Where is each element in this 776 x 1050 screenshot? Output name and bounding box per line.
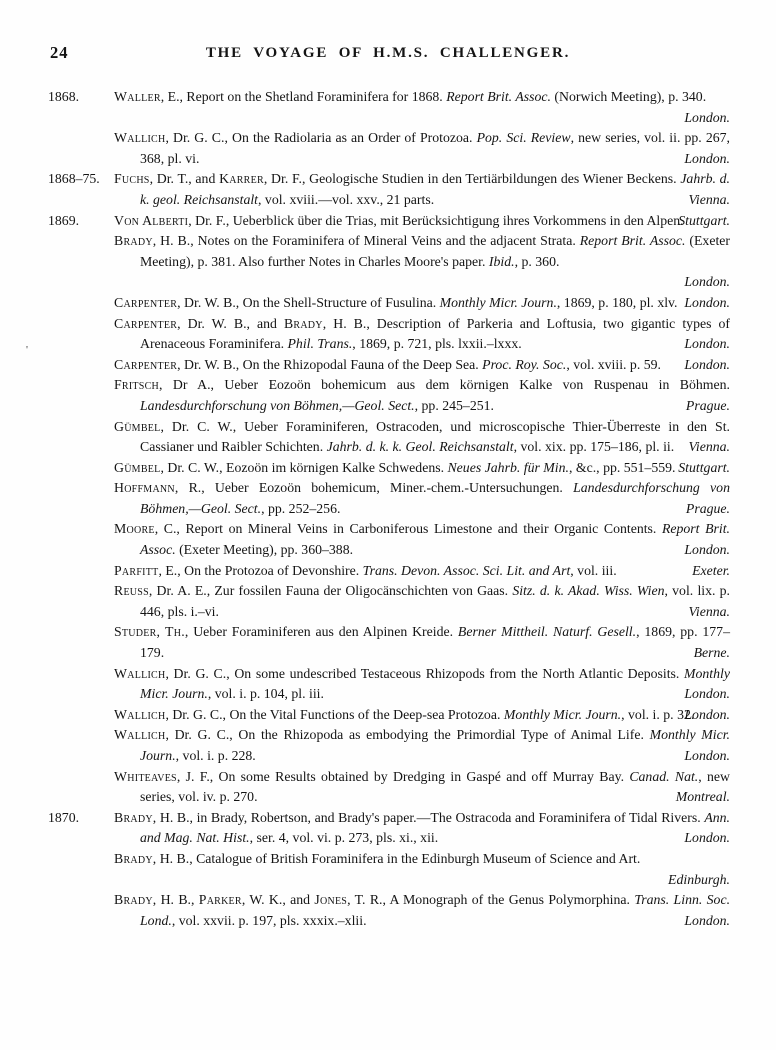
entry-text-segment: , E., Report on the Shetland Foraminifera for 1868. [160, 89, 447, 104]
entry-text-segment: Carpenter [114, 315, 178, 331]
entry-text-segment: Wallich [114, 727, 166, 743]
place-of-publication: Exeter. [692, 562, 730, 578]
year-label: 1870. [48, 809, 80, 825]
bibliography-entry [114, 725, 730, 766]
entry-text-segment: , Dr. F., Ueberblick über die Trias, mit Berücksichtigung ihres Vorkommens in den Alpen. [188, 212, 684, 228]
entry-text-segment: Reuss [114, 583, 149, 599]
bibliography-entry [114, 478, 730, 519]
entry-text [114, 314, 730, 355]
entry-text-segment: Fuchs [114, 171, 150, 187]
entry-text [114, 849, 730, 890]
entry-text-segment: , H. B., [152, 892, 199, 908]
entry-text-segment: , Dr. G. C., On the Vital Functions of the Deep-sea Protozoa. [165, 706, 504, 722]
bibliography-entry [48, 87, 730, 128]
entry-text-segment: Landesdurchforschung von Böhmen,—Geol. Sect. [140, 397, 415, 413]
entry-text-segment: , pp. 245–251. [414, 397, 494, 413]
place-of-publication: London. [684, 274, 730, 290]
entry-text [114, 128, 730, 169]
entry-text-segment: , vol. xix. pp. 175–186, pl. ii. [513, 439, 675, 455]
place-of-publication: Vienna. [688, 439, 730, 455]
year-label: 1869. [48, 212, 80, 228]
entry-text-segment: Brady [283, 315, 323, 331]
entry-text-segment: , H. B., Catalogue of British Foraminifera in the Edinburgh Museum of Science and Art. [152, 850, 641, 866]
place-of-publication: London. [684, 294, 730, 310]
entry-text-segment: , vol. i. p. 228. [175, 748, 256, 763]
entry-text-segment: Waller [114, 89, 161, 104]
place-of-publication: Prague. [685, 500, 730, 516]
entry-text [114, 664, 730, 705]
entry-text-segment: , new series, vol. iv. p. 270. [140, 768, 731, 805]
bibliography-entry [114, 128, 730, 169]
bibliography-entry [114, 293, 730, 314]
entry-text [114, 767, 730, 808]
bibliography-entry [114, 375, 730, 416]
bibliography-entry [114, 849, 730, 890]
entry-text-segment: , vol. iii. [570, 562, 617, 578]
entry-text-segment: , Dr. W. B., and [177, 315, 284, 331]
bibliography-entry [48, 808, 730, 849]
entry-text-segment: , ser. 4, vol. vi. p. 273, pls. xi., xii. [249, 830, 439, 846]
bibliography-entry [114, 705, 730, 726]
entry-text-segment: , Dr. W. B., On the Shell-Structure of Fusulina. [177, 294, 440, 310]
entry-text-segment: Brady [114, 892, 153, 908]
place-of-publication: London. [684, 912, 730, 928]
entry-text-segment: Jahrb. d. k. geol. Reichsanstalt [140, 171, 730, 207]
entry-text-segment: , vol. i. p. 32. [621, 706, 695, 722]
place-of-publication: London. [684, 109, 730, 125]
year-label: 1868. [48, 89, 80, 104]
entry-text [114, 808, 730, 849]
entry-text-segment: Trans. Devon. Assoc. Sci. Lit. and Art [362, 562, 571, 578]
entry-text [114, 169, 730, 210]
place-of-publication: London. [684, 748, 730, 763]
place-of-publication: London. [684, 686, 730, 702]
entry-text-segment: Carpenter [114, 356, 178, 372]
entry-text-segment: Monthly Micr. Journ. [140, 665, 730, 702]
entry-text-segment: , &c., pp. 551–559. [568, 459, 676, 475]
bibliography-entry [114, 417, 730, 458]
entry-text-segment: , pp. 252–256. [261, 500, 341, 516]
entry-text-segment: , new series, vol. ii. pp. 267, 368, pl. vi. [140, 130, 730, 166]
place-of-publication: London. [684, 542, 730, 558]
running-title: THE VOYAGE OF H.M.S. CHALLENGER. [205, 45, 571, 61]
entry-text-segment: , 1869, pp. 177–179. [140, 624, 730, 661]
entry-text-segment: Trans. Linn. Soc. Lond. [140, 892, 731, 928]
place-of-publication: Prague. [685, 397, 730, 413]
entry-text-segment: Pop. Sci. Review [476, 130, 571, 146]
entry-text-segment: , Dr. F., Geologische Studien in den Tertiärbildungen des Wiener Beckens. [263, 171, 681, 187]
entry-text [114, 519, 730, 560]
entry-text-segment: Studer, Th. [114, 624, 185, 640]
entry-text [114, 725, 730, 766]
place-of-publication: Vienna. [688, 603, 730, 619]
entry-text-segment: Monthly Micr. Journ. [439, 294, 557, 310]
entry-text-segment: , T. R., A Monograph of the Genus Polymorphina. [347, 892, 635, 908]
entry-text-segment: , R., Ueber Eozoön bohemicum, Miner.-chem.-Untersuchungen. [174, 480, 574, 496]
entry-text-segment: Report Brit. Assoc. [446, 89, 551, 104]
entry-text-segment: Moore [114, 521, 155, 537]
entry-text-segment: , H. B., in Brady, Robertson, and Brady's paper.—The Ostracoda and Foraminifera of Tidal Rivers. [152, 809, 705, 825]
bibliography-entry [114, 622, 730, 663]
entry-text-segment: Brady [114, 850, 153, 866]
entry-text [114, 231, 730, 293]
entry-text-segment: Ibid. [488, 253, 515, 269]
entry-text-segment: Report Brit. Assoc. [140, 521, 730, 558]
entry-text-segment: , E., On the Protozoa of Devonshire. [158, 562, 363, 578]
entry-text [114, 561, 730, 582]
entry-text-segment: Brady [114, 809, 153, 825]
bibliography-entry [114, 519, 730, 560]
entry-text-segment: , Dr. G. C., On the Rhizopoda as embodying the Primordial Type of Animal Life. [165, 727, 650, 743]
place-of-publication: Vienna. [688, 191, 730, 207]
entry-text-segment: , vol. xxvii. p. 197, pls. xxxix.–xlii. [171, 912, 367, 928]
entry-text [114, 87, 730, 128]
entry-text [114, 355, 730, 376]
entry-text-segment: Carpenter [114, 294, 178, 310]
year-label: 1868–75. [48, 171, 100, 187]
place-of-publication: Stuttgart. [678, 212, 730, 228]
entry-text-segment: , Ueber Foraminiferen aus den Alpinen Kreide. [184, 624, 458, 640]
entry-text [114, 375, 730, 416]
entry-text-segment: , vol. i. p. 104, pl. iii. [207, 686, 324, 702]
entry-text-segment: Von Alberti [114, 212, 189, 228]
entry-text-segment: , Dr. C. W., Eozoön im körnigen Kalke Schwedens. [160, 459, 448, 475]
entry-text-segment: Monthly Micr. Journ. [140, 727, 730, 763]
entry-text [114, 622, 730, 663]
entry-text [114, 211, 730, 232]
entry-text-segment: Gümbel [114, 418, 161, 434]
entry-text [114, 458, 730, 479]
entry-text-segment: Jahrb. d. k. k. Geol. Reichsanstalt [326, 439, 514, 455]
bibliography-list [48, 87, 731, 931]
entry-text-segment: Whiteaves [114, 768, 177, 784]
entry-text-segment: Monthly Micr. Journ. [503, 706, 622, 722]
entry-text-segment: Hoffmann [114, 480, 175, 496]
entry-text-segment: , Dr. C. W., Ueber Foraminiferen, Ostracoden, und microscopische Thier-Überreste in den St. Cassianer und Raibler Schichten. [140, 418, 730, 455]
entry-text-segment: Proc. Roy. Soc. [482, 356, 567, 372]
entry-text-segment: Brady [114, 233, 153, 249]
entry-text-segment: , vol. xviii. p. 59. [566, 356, 661, 372]
bibliography-entry [114, 231, 730, 293]
entry-text [114, 293, 730, 314]
place-of-publication: London. [684, 830, 730, 846]
bibliography-entry [114, 664, 730, 705]
entry-text-segment: , Dr A., Ueber Eozoön bohemicum aus dem körnigen Kalke von Ruspenau in Böhmen. [159, 377, 730, 393]
bibliography-entry [114, 458, 730, 479]
entry-text-segment: , H. B., Description of Parkeria and Loftusia, two gigantic types of Arenaceous Foraminifera. [140, 315, 730, 352]
entry-text-segment: , Dr. A. E., Zur fossilen Fauna der Oligocänschichten von Gaas. [148, 583, 513, 599]
entry-text-segment: , vol. xviii.—vol. xxv., 21 parts. [258, 191, 435, 207]
place-of-publication: Montreal. [675, 789, 730, 805]
place-of-publication: London. [684, 356, 730, 372]
bibliography-entry [48, 211, 730, 232]
entry-text-segment: Sitz. d. k. Akad. Wiss. Wien [512, 583, 665, 599]
entry-text-segment: Wallich [114, 706, 166, 722]
entry-text-segment: , 1869, p. 180, pl. xlv. [556, 294, 678, 310]
bibliography-entry [114, 767, 730, 808]
place-of-publication: Berne. [693, 645, 730, 661]
bibliography-entry [114, 890, 730, 931]
place-of-publication: London. [684, 336, 730, 352]
entry-text [114, 705, 730, 726]
entry-text-segment: , C., Report on Mineral Veins in Carboniferous Limestone and their Organic Contents. [154, 521, 662, 537]
entry-text [114, 478, 730, 519]
entry-text-segment: Karrer [219, 171, 264, 187]
entry-text-segment: Ann. and Mag. Nat. Hist. [140, 809, 730, 846]
entry-text-segment: Gümbel [114, 459, 161, 475]
entry-text-segment: , Dr. G. C., On the Radiolaria as an Order of Protozoa. [165, 130, 477, 146]
entry-text-segment: (Exeter Meeting), p. 381. Also further Notes in Charles Moore's paper. [140, 233, 731, 269]
entry-text-segment: , W. K., and [241, 892, 315, 908]
entry-text-segment: , p. 360. [514, 253, 560, 269]
entry-text-segment: Wallich [114, 665, 166, 681]
place-of-publication: Stuttgart. [678, 459, 730, 475]
entry-text-segment: Canad. Nat. [629, 768, 699, 784]
entry-text-segment: , Dr. T., and [149, 171, 220, 187]
entry-text [114, 890, 730, 931]
place-of-publication: London. [684, 706, 730, 722]
place-of-publication: Edinburgh. [668, 871, 730, 887]
page-number: 24 [50, 43, 69, 62]
entry-text-segment: , Dr. W. B., On the Rhizopodal Fauna of the Deep Sea. [177, 356, 483, 372]
entry-text-segment: Parfitt [114, 562, 159, 578]
entry-text-segment: Neues Jahrb. für Min. [447, 459, 569, 475]
entry-text-segment: Landesdurchforschung von Böhmen,—Geol. Sect. [140, 480, 730, 516]
bibliography-entry [114, 355, 730, 376]
entry-text-segment: Parker [198, 892, 242, 908]
entry-text-segment: Fritsch [114, 377, 159, 393]
entry-text-segment: , J. F., On some Results obtained by Dredging in Gaspé and off Murray Bay. [176, 768, 630, 784]
bibliography-entry [114, 581, 730, 622]
entry-text-segment: Phil. Trans. [287, 336, 353, 352]
scan-artifact-mark: ' [26, 344, 28, 356]
entry-text-segment: Report Brit. Assoc. [579, 233, 686, 249]
entry-text [114, 417, 730, 458]
entry-text-segment: , Dr. G. C., On some undescribed Testaceous Rhizopods from the North Atlantic Deposits. [165, 665, 685, 681]
place-of-publication: London. [684, 150, 730, 166]
entry-text [114, 581, 730, 622]
bibliography-entry [114, 314, 730, 355]
entry-text-segment: , H. B., Notes on the Foraminifera of Mineral Veins and the adjacent Strata. [152, 233, 580, 249]
entry-text-segment: , 1869, p. 721, pls. lxxii.–lxxx. [352, 336, 522, 352]
entry-text-segment: , vol. lix. p. 446, pls. i.–vi. [140, 583, 730, 619]
bibliography-entry [114, 561, 730, 582]
bibliography-entry [48, 169, 730, 210]
entry-text-segment: Wallich [114, 130, 166, 146]
entry-text-segment: Berner Mittheil. Naturf. Gesell. [457, 624, 637, 640]
entry-text-segment: (Exeter Meeting), pp. 360–388. [175, 542, 354, 558]
entry-text-segment: Jones [314, 892, 348, 908]
entry-text-segment: (Norwich Meeting), p. 340. [550, 89, 707, 104]
